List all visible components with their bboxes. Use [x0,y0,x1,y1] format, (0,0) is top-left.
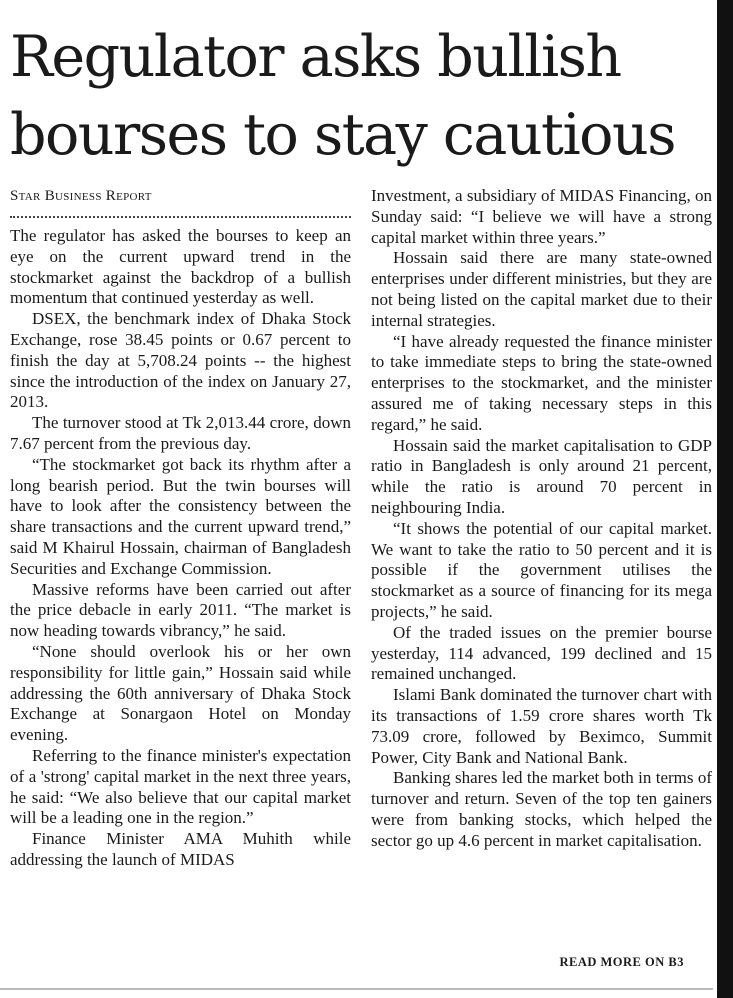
paragraph: “I have already requested the finance minister to take immediate steps to bring the state-owned enterprises to the stockmarket, and the minister assured me of taking necessary steps in this regard,” he said. [371,331,712,434]
read-more-link[interactable]: READ MORE ON B3 [559,955,684,969]
paragraph: “None should overlook his or her own responsibility for little gain,” Hossain said while addressing the 60th anniversary of Dhaka Stock Exchange at Sonargaon Hotel on Monday evening. [10,641,351,745]
paragraph: Islami Bank dominated the turnover chart with its transactions of 1.59 crore shares worth Tk 73.09 crore, followed by Beximco, Summit Power, City Bank and National Bank. [371,685,712,767]
paragraph: Hossain said the market capitalisation to GDP ratio in Bangladesh is only around 21 percent, while the ratio is around 70 percent in neighbouring India. [371,435,712,517]
paragraph: Massive reforms have been carried out after the price debacle in early 2011. “The market is now heading towards vibrancy,” he said. [10,579,351,641]
paragraph: Investment, a subsidiary of MIDAS Financing, on Sunday said: “I believe we will have a strong capital market within three years.” [371,186,712,247]
paragraph: The turnover stood at Tk 2,013.44 crore, down 7.67 percent from the previous day. [10,413,351,453]
paragraph: Banking shares led the market both in terms of turnover and return. Seven of the top ten gainers were from banking stocks, which helped the sector go up 4.6 percent in market capitalisation. [371,768,712,850]
paragraph: Of the traded issues on the premier bourse yesterday, 114 advanced, 199 declined and 15 remained unchanged. [371,622,712,684]
dotted-divider [10,216,351,218]
page-edge [717,0,733,998]
headline-line-1: Regulator asks bullish [10,24,621,90]
paragraph: Finance Minister AMA Muhith while addressing the launch of MIDAS [10,829,351,869]
paragraph: Hossain said there are many state-owned enterprises under different ministries, but they are not being listed on the capital market due to their internal strategies. [371,248,712,330]
paragraph: Referring to the finance minister's expectation of a 'strong' capital market in the next three years, he said: “We also believe that our capital market will be a leading one in the region.” [10,745,351,828]
byline: Star Business Report [10,188,152,204]
headline-line-2: bourses to stay cautious [10,102,675,168]
paragraph: The regulator has asked the bourses to keep an eye on the current upward trend in the stockmarket against the backdrop of a bullish momentum that continued yesterday as well. [10,226,351,308]
bottom-rule [0,988,713,990]
headline [10,18,710,174]
left-column [10,186,351,871]
right-column [371,186,712,852]
paragraph: “The stockmarket got back its rhythm after a long bearish period. But the twin bourses will have to look after the consistency between the share transactions and the current upward trend,” said M Khairul Hossain, chairman of Bangladesh Securities and Exchange Commission. [10,454,351,578]
paragraph: “It shows the potential of our capital market. We want to take the ratio to 50 percent and it is possible if the government utilises the stockmarket as a source of financing for its mega projects,” he said. [371,518,712,621]
paragraph: DSEX, the benchmark index of Dhaka Stock Exchange, rose 38.45 points or 0.67 percent to finish the day at 5,708.24 points -- the highest since the introduction of the index on January 27, 2013. [10,309,351,412]
